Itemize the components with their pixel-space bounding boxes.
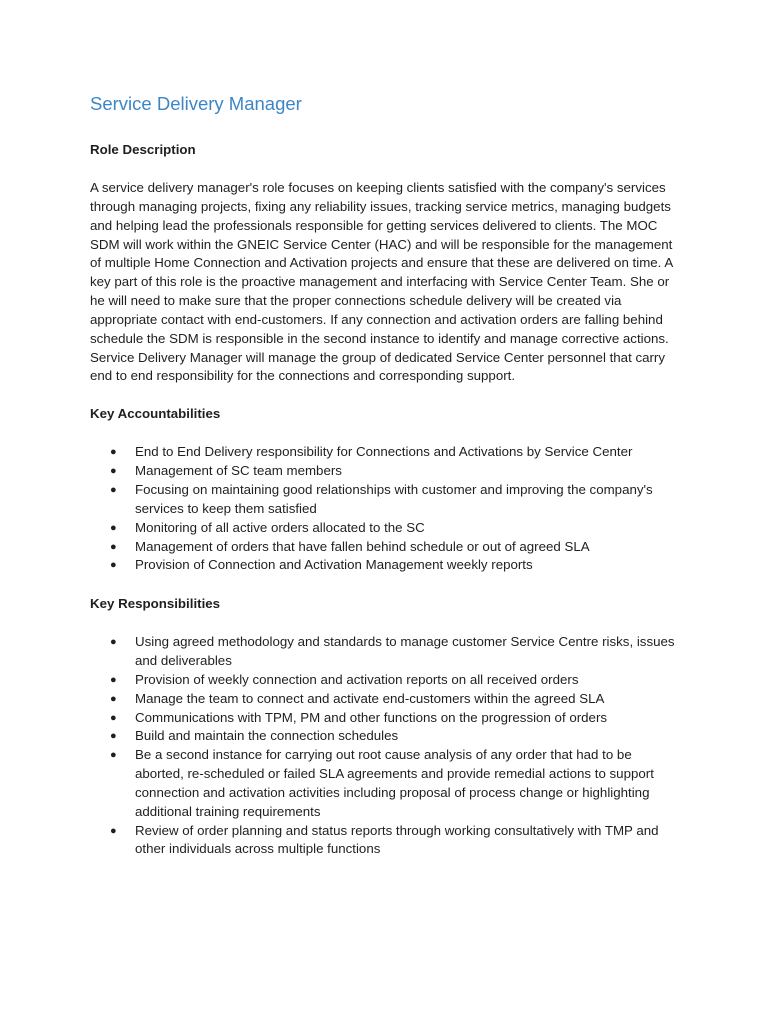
list-item-text: Focusing on maintaining good relationships with customer and improving the company's services to keep them satisfied xyxy=(135,481,653,516)
list-item-text: Monitoring of all active orders allocated to the SC xyxy=(135,519,425,535)
bullet-icon: ● xyxy=(110,730,117,743)
bullet-icon: ● xyxy=(110,540,117,553)
document-title: Service Delivery Manager xyxy=(90,93,302,114)
document-page xyxy=(90,90,680,878)
list-item xyxy=(90,538,680,557)
list-item-text: Communications with TPM, PM and other functions on the progression of orders xyxy=(135,709,608,725)
bullet-icon: ● xyxy=(110,749,117,762)
key-accountabilities-list xyxy=(90,443,680,575)
list-item-text: Using agreed methodology and standards to manage customer Service Centre risks, issues and deliverables xyxy=(135,634,675,669)
key-responsibilities-heading: Key Responsibilities xyxy=(90,596,221,612)
role-description-text: A service delivery manager's role focuses on keeping clients satisfied with the company's services through managing projects, fixing any reliability issues, tracking service metrics, managing budgets and helping lead the professionals responsible for getting services delivered to clients. The MOC SDM will work within the GNEIC Service Center (HAC) and will be responsible for the management of multiple Home Connection and Activation projects and ensure that these are delivered on time. A key part of this role is the proactive management and interfacing with Service Center Team. She or he will need to make sure that the proper connections schedule delivery will be created via appropriate contact with end-customers. If any connection and activation orders are falling behind schedule the SDM is responsible in the second instance to identify and manage corrective actions. Service Delivery Manager will manage the group of dedicated Service Center personnel that carry end to end responsibility for the connections and corresponding support. xyxy=(90,180,673,384)
bullet-icon: ● xyxy=(110,446,117,459)
bullet-icon: ● xyxy=(110,711,117,724)
list-item xyxy=(90,519,680,538)
list-item xyxy=(90,633,680,671)
bullet-icon: ● xyxy=(110,521,117,534)
bullet-icon: ● xyxy=(110,559,117,572)
list-item-text: Provision of weekly connection and activation reports on all received orders xyxy=(135,671,579,687)
bullet-icon: ● xyxy=(110,692,117,705)
list-item xyxy=(90,690,680,709)
list-item xyxy=(90,822,680,860)
list-item-text: Provision of Connection and Activation Management weekly reports xyxy=(135,557,533,573)
list-item xyxy=(90,556,680,575)
list-item xyxy=(90,746,680,821)
list-item xyxy=(90,462,680,481)
list-item-text: End to End Delivery responsibility for Connections and Activations by Service Center xyxy=(135,444,633,460)
list-item xyxy=(90,709,680,728)
bullet-icon: ● xyxy=(110,483,117,496)
list-item-text: Review of order planning and status reports through working consultatively with TMP and other individuals across multiple functions xyxy=(135,822,659,857)
list-item xyxy=(90,727,680,746)
list-item xyxy=(90,443,680,462)
list-item-text: Management of orders that have fallen behind schedule or out of agreed SLA xyxy=(135,538,590,554)
list-item xyxy=(90,481,680,519)
list-item-text: Build and maintain the connection schedules xyxy=(135,728,399,744)
list-item xyxy=(90,671,680,690)
list-item-text: Manage the team to connect and activate end-customers within the agreed SLA xyxy=(135,690,605,706)
bullet-icon: ● xyxy=(110,636,117,649)
list-item-text: Be a second instance for carrying out root cause analysis of any order that had to be aborted, re-scheduled or failed SLA agreements and provide remedial actions to support connection and activation activities including proposal of process change or highlighting additional training requirements xyxy=(135,747,654,819)
bullet-icon: ● xyxy=(110,673,117,686)
key-accountabilities-heading: Key Accountabilities xyxy=(90,406,221,422)
list-item-text: Management of SC team members xyxy=(135,463,342,479)
bullet-icon: ● xyxy=(110,824,117,837)
role-description-heading: Role Description xyxy=(90,142,196,157)
bullet-icon: ● xyxy=(110,465,117,478)
key-responsibilities-list xyxy=(90,633,680,859)
